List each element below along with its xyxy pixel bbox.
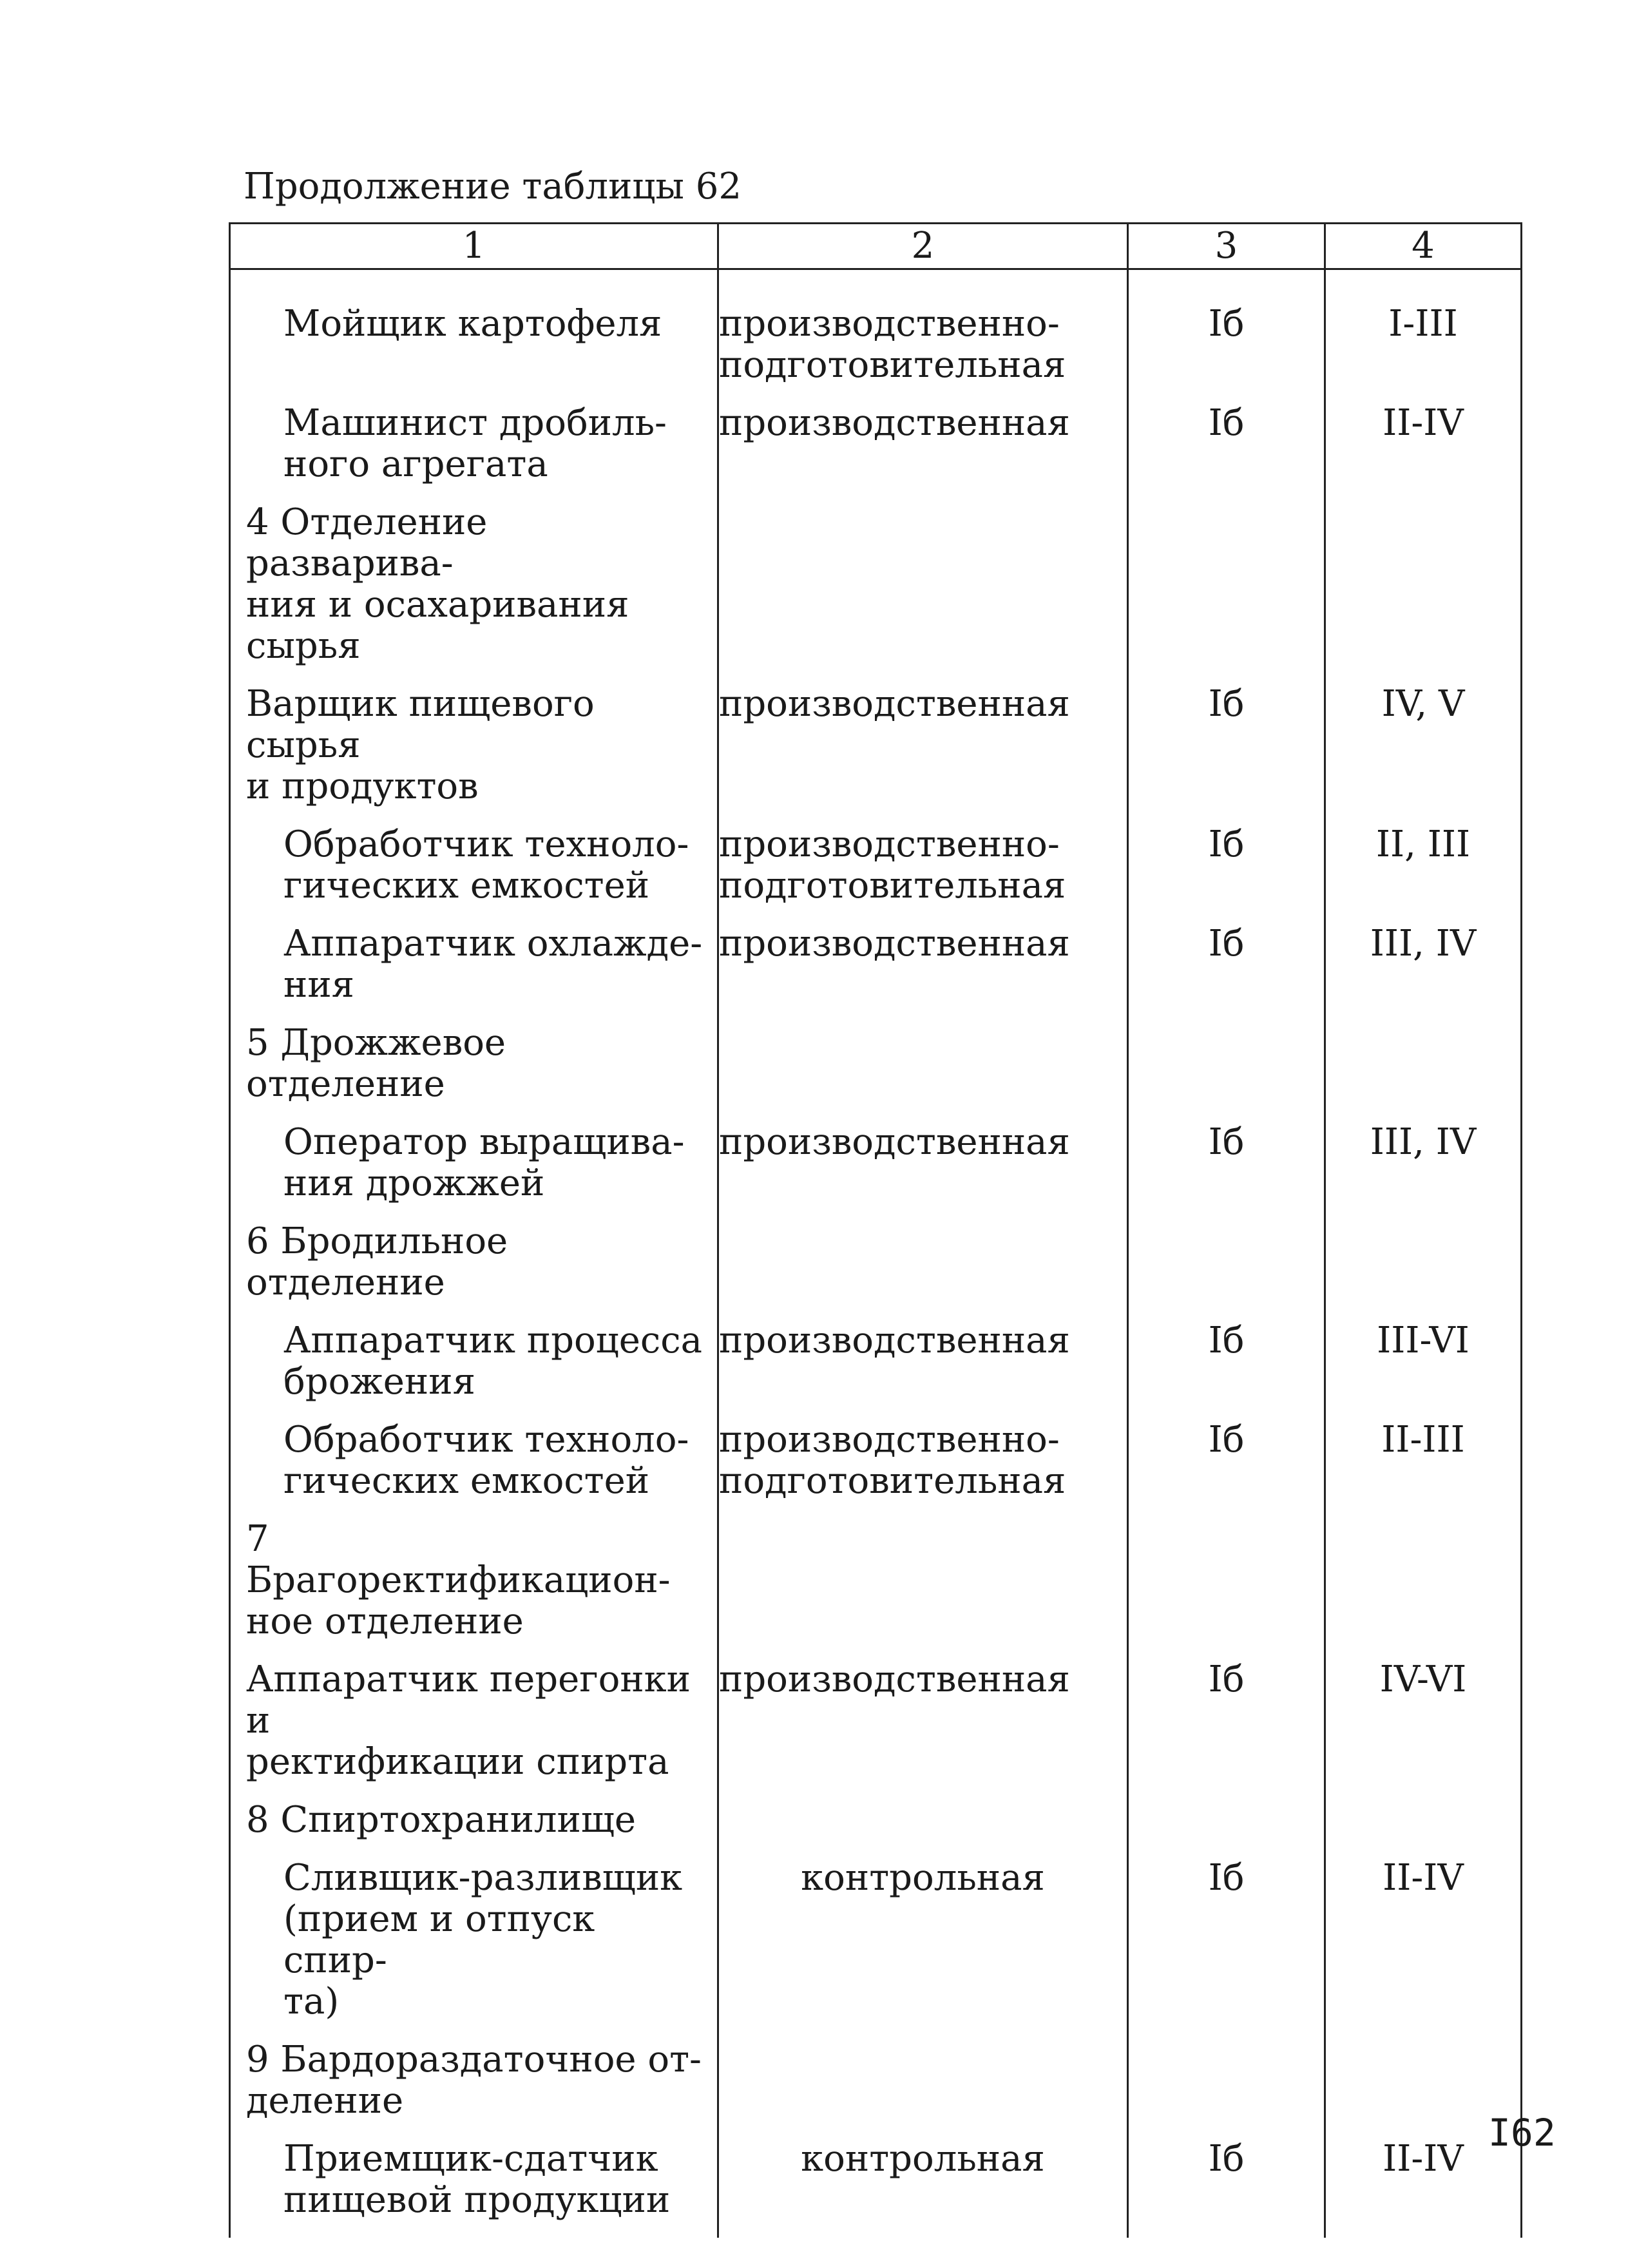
class-range: III, IV (1325, 923, 1522, 1023)
group-code (1128, 2039, 1325, 2138)
section-row (230, 1519, 1522, 1659)
profession-name: Сливщик-разливщик (прием и отпуск спир- та) (230, 1858, 718, 2039)
class-range: II-III (1325, 1419, 1522, 1519)
hazard-class-table (229, 222, 1522, 2238)
table-row (230, 923, 1522, 1023)
class-range (1325, 1221, 1522, 1320)
class-range: II, III (1325, 824, 1522, 923)
class-range (1325, 1023, 1522, 1122)
profession-name: Аппаратчик процесса брожения (230, 1320, 718, 1419)
table-spacer-row (230, 269, 1522, 304)
section-row (230, 1023, 1522, 1122)
group-code: Iб (1128, 1320, 1325, 1419)
table-row (230, 1659, 1522, 1800)
table-row (230, 1320, 1522, 1419)
class-range: II-IV (1325, 1858, 1522, 2039)
group-code: Iб (1128, 2138, 1325, 2238)
section-title: 5 Дрожжевое отделение (230, 1023, 718, 1122)
column-header-3: 3 (1128, 224, 1325, 269)
work-category: производственная (718, 1659, 1128, 1800)
work-category (718, 1519, 1128, 1659)
class-range: II-IV (1325, 403, 1522, 502)
class-range: III-VI (1325, 1320, 1522, 1419)
class-range: IV, V (1325, 684, 1522, 824)
table-row (230, 1419, 1522, 1519)
work-category: производственная (718, 923, 1128, 1023)
work-category: производственная (718, 403, 1128, 502)
profession-name: Машинист дробиль- ного агрегата (230, 403, 718, 502)
group-code: Iб (1128, 824, 1325, 923)
group-code: Iб (1128, 684, 1325, 824)
section-row (230, 1800, 1522, 1858)
work-category: производственно- подготовительная (718, 303, 1128, 403)
column-header-1: 1 (230, 224, 718, 269)
section-title: 4 Отделение разварива- ния и осахаривания сырья (230, 502, 718, 684)
work-category (718, 2039, 1128, 2138)
section-row (230, 2039, 1522, 2138)
work-category (718, 502, 1128, 684)
profession-name: Аппаратчик охлажде- ния (230, 923, 718, 1023)
group-code (1128, 1519, 1325, 1659)
class-range (1325, 1800, 1522, 1858)
profession-name: Варщик пищевого сырья и продуктов (230, 684, 718, 824)
class-range: II-IV (1325, 2138, 1522, 2238)
group-code (1128, 1023, 1325, 1122)
profession-name: Приемщик-сдатчик пищевой продукции (230, 2138, 718, 2238)
column-header-4: 4 (1325, 224, 1522, 269)
group-code: Iб (1128, 1122, 1325, 1221)
work-category: производственно- подготовительная (718, 1419, 1128, 1519)
section-title: 6 Бродильное отделение (230, 1221, 718, 1320)
section-row (230, 502, 1522, 684)
section-row (230, 1221, 1522, 1320)
work-category: производственная (718, 684, 1128, 824)
profession-name: Обработчик техноло- гических емкостей (230, 824, 718, 923)
table-row (230, 1122, 1522, 1221)
class-range: I-III (1325, 303, 1522, 403)
group-code: Iб (1128, 403, 1325, 502)
table-row (230, 1858, 1522, 2039)
class-range (1325, 502, 1522, 684)
group-code (1128, 502, 1325, 684)
page-number: I62 (1488, 2111, 1556, 2155)
table-row (230, 2138, 1522, 2238)
table-row (230, 303, 1522, 403)
work-category (718, 1221, 1128, 1320)
group-code (1128, 1221, 1325, 1320)
section-title: 7 Брагоректификацион- ное отделение (230, 1519, 718, 1659)
profession-name: Аппаратчик перегонки и ректификации спирта (230, 1659, 718, 1800)
work-category (718, 1800, 1128, 1858)
work-category: производственная (718, 1320, 1128, 1419)
group-code: Iб (1128, 303, 1325, 403)
table-caption: Продолжение таблицы 62 (244, 166, 742, 207)
table-header-row (230, 224, 1522, 269)
group-code: Iб (1128, 1419, 1325, 1519)
profession-name: Мойщик картофеля (230, 303, 718, 403)
work-category (718, 1023, 1128, 1122)
class-range: IV-VI (1325, 1659, 1522, 1800)
section-title: 9 Бардораздаточное от- деление (230, 2039, 718, 2138)
class-range: III, IV (1325, 1122, 1522, 1221)
table-row (230, 684, 1522, 824)
profession-name: Обработчик техноло- гических емкостей (230, 1419, 718, 1519)
group-code: Iб (1128, 923, 1325, 1023)
column-header-2: 2 (718, 224, 1128, 269)
work-category: контрольная (718, 2138, 1128, 2238)
group-code: Iб (1128, 1858, 1325, 2039)
section-title: 8 Спиртохранилище (230, 1800, 718, 1858)
class-range (1325, 1519, 1522, 1659)
work-category: производственная (718, 1122, 1128, 1221)
table-row (230, 824, 1522, 923)
table-row (230, 403, 1522, 502)
group-code: Iб (1128, 1659, 1325, 1800)
work-category: контрольная (718, 1858, 1128, 2039)
group-code (1128, 1800, 1325, 1858)
work-category: производственно- подготовительная (718, 824, 1128, 923)
profession-name: Оператор выращива- ния дрожжей (230, 1122, 718, 1221)
